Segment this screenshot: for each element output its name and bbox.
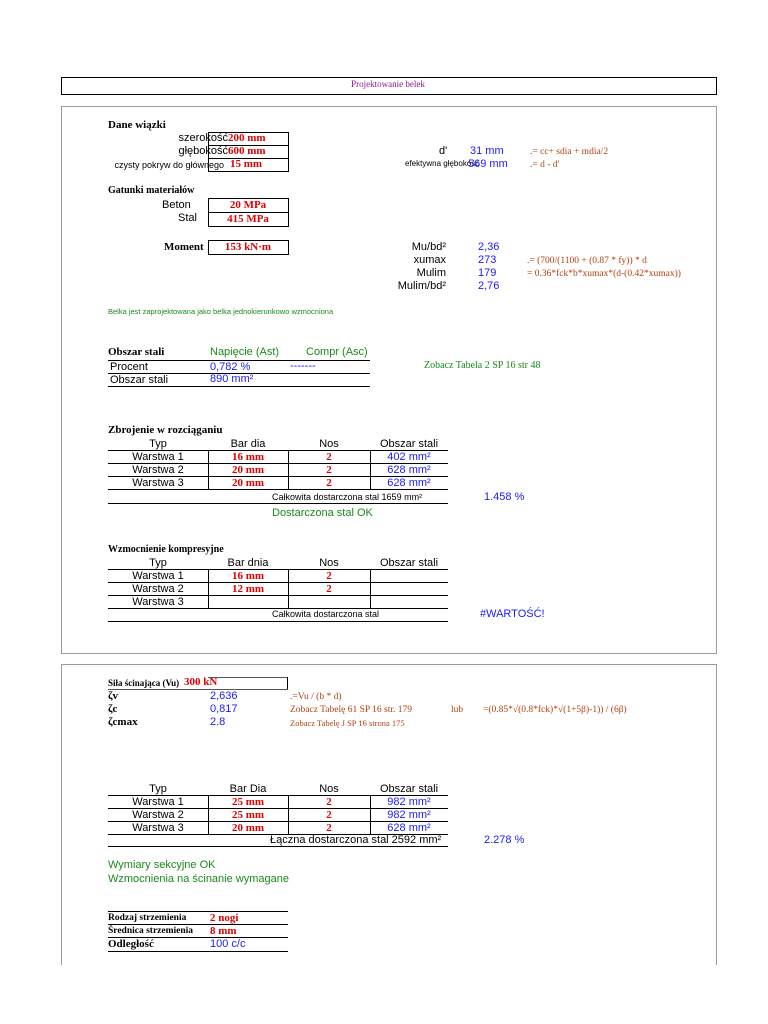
percent-asc: ------- <box>290 360 316 372</box>
shear-status-sections: Wymiary sekcyjne OK <box>108 859 216 871</box>
table-cell-type: Warstwa 3 <box>132 477 184 489</box>
moment-label: Moment <box>164 241 204 253</box>
shear-total-line <box>108 846 448 847</box>
steel-value[interactable]: 415 MPa <box>227 213 269 225</box>
table-cell-type: Warstwa 2 <box>132 464 184 476</box>
stirrup-spacing-value: 100 c/c <box>210 938 246 950</box>
compression-asc-header: Compr (Asc) <box>306 346 368 358</box>
tc-value: 0,817 <box>210 703 238 715</box>
table-cell-type: Warstwa 1 <box>132 451 184 463</box>
depth-label: głębokość <box>178 145 228 157</box>
tension-percent: 1.458 % <box>484 491 525 503</box>
tcmax-value: 2.8 <box>210 716 226 728</box>
dia-header: Bar dia <box>230 438 266 450</box>
area-header: Obszar stali <box>379 783 439 795</box>
shear-total: Łączna dostarczona stal 2592 mm² <box>270 834 442 846</box>
tension-ast-header: Napięcie (Ast) <box>210 346 280 358</box>
cover-value[interactable]: 15 mm <box>230 158 263 170</box>
tc-reference: Zobacz Tabelę 61 SP 16 str. 179 <box>290 705 413 715</box>
tv-formula: .=Vu / (b * d) <box>290 692 342 702</box>
area-header: Obszar stali <box>379 438 439 450</box>
nos-header: Nos <box>319 783 339 795</box>
mulim-value: 179 <box>478 267 497 279</box>
mulimbd2-label: Mulim/bd² <box>397 280 446 292</box>
dia-header: Bar Dia <box>229 783 267 795</box>
table-cell-dia[interactable]: 12 mm <box>231 583 265 595</box>
table-cell-dia[interactable]: 25 mm <box>231 809 265 821</box>
steel-area-heading: Obszar stali <box>108 346 165 358</box>
table-cell-nos[interactable]: 2 <box>326 809 332 821</box>
stirrup-dia-value[interactable]: 8 mm <box>210 925 237 937</box>
effective-depth-formula: .= d - d' <box>530 160 560 170</box>
table-cell-nos[interactable]: 2 <box>326 822 332 834</box>
table-cell-area: 982 mm² <box>387 809 431 821</box>
table-cell-dia[interactable]: 16 mm <box>231 451 265 463</box>
steel-area-line <box>108 386 370 387</box>
tc-formula: =(0.85*√(0.8*fck)*√(1+5β)-1)) / (6β) <box>483 705 627 715</box>
tension-total: Całkowita dostarczona stal 1659 mm² <box>272 492 423 502</box>
xumax-value: 273 <box>478 254 497 266</box>
shear-force-divider <box>287 677 288 689</box>
type-header: Typ <box>149 557 167 569</box>
mulimbd2-value: 2,76 <box>478 280 500 292</box>
design-note: Belka jest zaprojektowana jako belka jednokierunkowo wzmocniona <box>108 307 334 316</box>
page-title: Projektowanie belek <box>351 79 425 89</box>
table-cell-area: 982 mm² <box>387 796 431 808</box>
tcmax-reference: Zobacz Tabelę J SP 16 strona 175 <box>290 718 405 728</box>
type-header: Typ <box>149 783 167 795</box>
depth-value[interactable]: 600 mm <box>228 145 266 157</box>
mulim-formula: = 0.36*fck*b*xumax*(d-(0.42*xumax)) <box>527 269 681 279</box>
table-cell-area: 628 mm² <box>387 464 431 476</box>
xumax-formula: .= (700/(1100 + (0.87 * fy)) * d <box>527 256 647 266</box>
table-cell-dia[interactable]: 20 mm <box>231 822 265 834</box>
moment-value[interactable]: 153 kN·m <box>224 241 272 253</box>
compression-total: Całkowita dostarczona stal <box>272 609 380 619</box>
table-cell-dia[interactable]: 20 mm <box>231 464 265 476</box>
dia-header: Bar dnia <box>227 557 269 569</box>
materials-heading: Gatunki materiałów <box>108 185 195 196</box>
tension-total-line <box>108 503 448 504</box>
beam-data-heading: Dane wiązki <box>108 119 166 131</box>
compression-error: #WARTOŚĆ! <box>480 608 545 620</box>
table-col-line <box>370 569 371 608</box>
shear-force-label: Siła ścinająca (Vu) <box>108 678 180 688</box>
table-cell-dia[interactable]: 20 mm <box>231 477 265 489</box>
table-cell-nos[interactable]: 2 <box>326 570 332 582</box>
tc-label: ζc <box>108 703 118 715</box>
tv-label: ζv <box>108 690 119 702</box>
table-cell-dia[interactable]: 16 mm <box>231 570 265 582</box>
mubd2-value: 2,36 <box>478 241 500 253</box>
stirrup-type-label: Rodzaj strzemienia <box>108 913 187 923</box>
tv-value: 2,636 <box>210 690 238 702</box>
steel-area-reference: Zobacz Tabela 2 SP 16 str 48 <box>424 360 541 371</box>
cover-label: czysty pokryw do głównego <box>114 160 224 170</box>
table-cell-type: Warstwa 3 <box>132 822 184 834</box>
table-cell-nos[interactable]: 2 <box>326 477 332 489</box>
tension-heading: Zbrojenie w rozciąganiu <box>108 424 223 436</box>
tension-status: Dostarczona stal OK <box>272 507 373 519</box>
stirrup-dia-label: Średnica strzemienia <box>108 926 194 936</box>
effective-depth-value: 569 mm <box>468 158 508 170</box>
d-prime-formula: .= cc+ sdia + mdia/2 <box>530 147 609 157</box>
tc-lub: lub <box>451 705 464 715</box>
stirrup-type-value[interactable]: 2 nogi <box>210 912 239 924</box>
concrete-label: Beton <box>162 199 191 211</box>
mulim-label: Mulim <box>416 267 446 279</box>
nos-header: Nos <box>319 438 339 450</box>
type-header: Typ <box>149 438 167 450</box>
stirrup-line <box>108 951 288 952</box>
concrete-value[interactable]: 20 MPa <box>229 199 267 211</box>
table-cell-dia[interactable]: 25 mm <box>231 796 265 808</box>
table-cell-area: 628 mm² <box>387 477 431 489</box>
mubd2-label: Mu/bd² <box>411 241 446 253</box>
area-label: Obszar stali <box>110 374 169 386</box>
table-cell-nos[interactable]: 2 <box>326 796 332 808</box>
nos-header: Nos <box>319 557 339 569</box>
compression-heading: Wzmocnienie kompresyjne <box>108 544 224 555</box>
stirrup-spacing-label: Odległość <box>108 938 154 950</box>
area-header: Obszar stali <box>379 557 439 569</box>
table-cell-area: 402 mm² <box>387 451 431 463</box>
effective-depth-label: efektywna głębokość <box>405 159 480 168</box>
shear-force-line <box>208 677 288 678</box>
shear-status-reinforcement: Wzmocnienia na ścinanie wymagane <box>108 873 289 885</box>
table-cell-type: Warstwa 3 <box>132 596 184 608</box>
tcmax-label: ζcmax <box>108 716 138 728</box>
table-cell-nos[interactable]: 2 <box>326 464 332 476</box>
table-cell-type: Warstwa 2 <box>132 809 184 821</box>
area-value: 890 mm² <box>210 373 254 385</box>
table-cell-nos[interactable]: 2 <box>326 451 332 463</box>
width-label: szerokość <box>178 132 228 144</box>
xumax-label: xumax <box>413 254 446 266</box>
table-cell-type: Warstwa 1 <box>132 796 184 808</box>
table-cell-type: Warstwa 2 <box>132 583 184 595</box>
d-prime-label: d' <box>439 145 448 157</box>
percent-value: 0,782 % <box>210 361 251 373</box>
percent-label: Procent <box>110 361 148 373</box>
table-cell-type: Warstwa 1 <box>132 570 184 582</box>
shear-percent: 2.278 % <box>484 834 525 846</box>
d-prime-value: 31 mm <box>470 145 504 157</box>
table-cell-area: 628 mm² <box>387 822 431 834</box>
compression-total-line <box>108 621 448 622</box>
shear-force-line <box>108 689 288 690</box>
steel-label: Stal <box>178 212 197 224</box>
shear-force-value[interactable]: 300 kN <box>184 676 218 688</box>
width-value[interactable]: 200 mm <box>228 132 266 144</box>
table-cell-nos[interactable]: 2 <box>326 583 332 595</box>
